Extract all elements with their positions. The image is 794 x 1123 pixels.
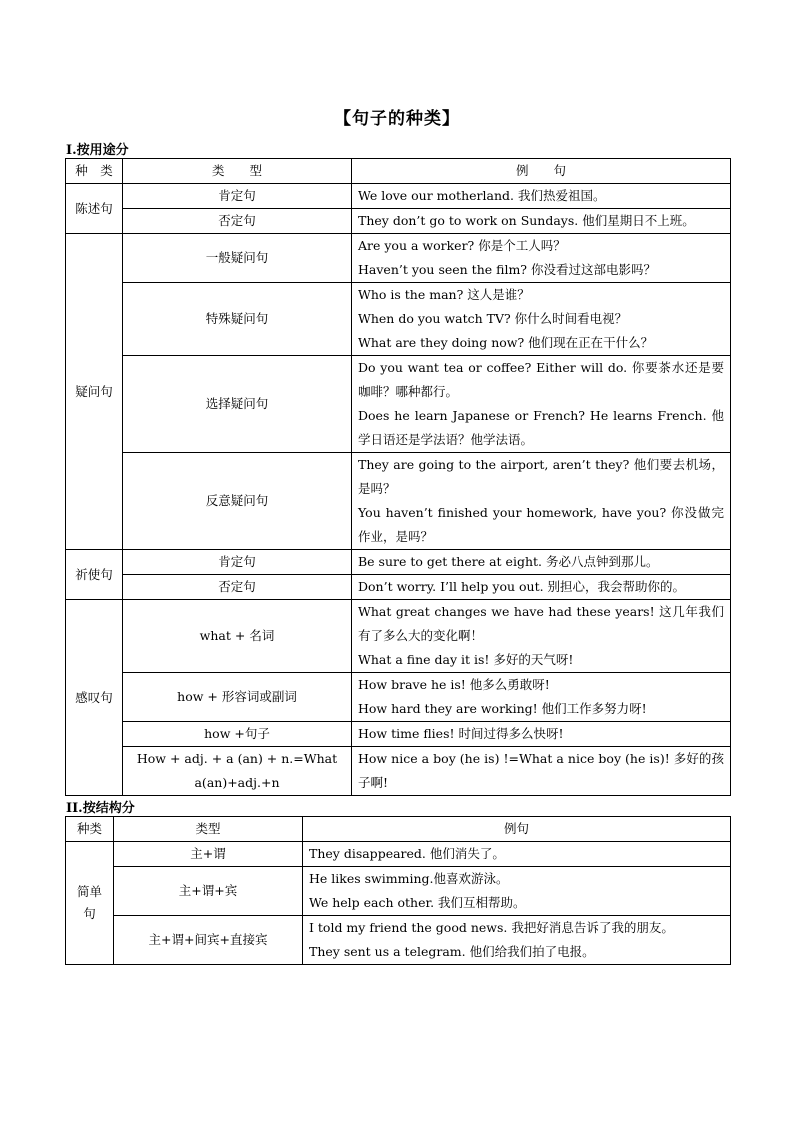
type-cell: how +句子 — [123, 722, 352, 747]
example-line: They disappeared. 他们消失了。 — [309, 846, 505, 861]
header-example: 例句 — [303, 817, 731, 842]
type-cell: 特殊疑问句 — [123, 283, 352, 356]
table-row — [66, 722, 731, 747]
example-line: Who is the man? 这人是谁？ — [358, 287, 530, 302]
category-exclamatory: 感叹句 — [66, 600, 123, 796]
example-line: I told my friend the good news. 我把好消息告诉了我的朋友。 — [309, 920, 674, 935]
type-cell: 反意疑问句 — [123, 453, 352, 550]
sentence-type-by-structure-table — [65, 816, 731, 965]
type-cell: what + 名词 — [123, 600, 352, 673]
type-cell: 肯定句 — [123, 550, 352, 575]
type-cell: how + 形容词或副词 — [123, 673, 352, 722]
table-row — [66, 184, 731, 209]
header-type: 类 型 — [123, 159, 352, 184]
example-cell — [352, 575, 731, 600]
example-line: Don’t worry. I’ll help you out. 别担心，我会帮助你的。 — [358, 579, 686, 594]
example-line: How brave he is! 他多么勇敢呀! — [358, 677, 550, 692]
example-line: We help each other. 我们互相帮助。 — [309, 895, 526, 910]
table-header-row — [66, 817, 731, 842]
table-row — [66, 234, 731, 283]
category-declarative: 陈述句 — [66, 184, 123, 234]
example-line: How nice a boy (he is) !=What a nice boy (he is)! 多好的孩子啊! — [358, 751, 724, 790]
header-type: 类型 — [114, 817, 303, 842]
table-row — [66, 550, 731, 575]
header-category: 种 类 — [66, 159, 123, 184]
example-cell — [352, 453, 731, 550]
example-cell — [352, 673, 731, 722]
section-heading-by-structure: II.按结构分 — [66, 801, 135, 816]
example-line: Haven’t you seen the film? 你没看过这部电影吗？ — [358, 262, 656, 277]
table-header-row — [66, 159, 731, 184]
table-row — [66, 600, 731, 673]
table-row — [66, 283, 731, 356]
example-line: They don’t go to work on Sundays. 他们星期日不上班。 — [358, 213, 695, 228]
example-line: They sent us a telegram. 他们给我们拍了电报。 — [309, 944, 595, 959]
example-line: What are they doing now? 他们现在正在干什么？ — [358, 335, 654, 350]
table-row — [66, 575, 731, 600]
example-cell — [303, 842, 731, 867]
example-line: What great changes we have had these years! 这几年我们有了多么大的变化啊！ — [358, 604, 724, 643]
section-heading-by-use: I.按用途分 — [66, 143, 129, 158]
example-cell — [352, 283, 731, 356]
table-row — [66, 916, 731, 965]
example-line: When do you watch TV? 你什么时间看电视？ — [358, 311, 628, 326]
table-row — [66, 673, 731, 722]
example-cell — [352, 722, 731, 747]
example-line: He likes swimming.他喜欢游泳。 — [309, 871, 509, 886]
example-line: You haven’t finished your homework, have you? 你没做完作业，是吗？ — [358, 505, 724, 544]
table-row — [66, 356, 731, 453]
example-line: What a fine day it is! 多好的天气呀! — [358, 652, 574, 667]
table-row — [66, 209, 731, 234]
example-cell — [352, 747, 731, 796]
table-row — [66, 453, 731, 550]
example-line: How hard they are working! 他们工作多努力呀! — [358, 701, 647, 716]
category-simple-sentence: 简单句 — [66, 842, 114, 965]
example-line: How time flies! 时间过得多么快呀! — [358, 726, 564, 741]
type-cell: 主+谓 — [114, 842, 303, 867]
sentence-type-by-use-table — [65, 158, 731, 796]
example-line: We love our motherland. 我们热爱祖国。 — [358, 188, 606, 203]
example-cell — [352, 600, 731, 673]
table-row — [66, 867, 731, 916]
page-title: 【句子的种类】 — [334, 109, 460, 129]
category-interrogative: 疑问句 — [66, 234, 123, 550]
table-row — [66, 842, 731, 867]
header-category: 种类 — [66, 817, 114, 842]
example-cell — [352, 356, 731, 453]
example-cell — [352, 550, 731, 575]
example-cell — [303, 867, 731, 916]
example-cell — [352, 209, 731, 234]
type-cell: 选择疑问句 — [123, 356, 352, 453]
type-cell: 主+谓+宾 — [114, 867, 303, 916]
example-line: Be sure to get there at eight. 务必八点钟到那儿。 — [358, 554, 659, 569]
type-cell: 否定句 — [123, 575, 352, 600]
example-cell — [352, 234, 731, 283]
example-line: Does he learn Japanese or French? He learns French. 他学日语还是学法语？他学法语。 — [358, 408, 724, 447]
example-cell — [303, 916, 731, 965]
example-line: They are going to the airport, aren’t they? 他们要去机场，是吗？ — [358, 457, 724, 496]
type-cell: 肯定句 — [123, 184, 352, 209]
type-cell: How + adj. + a (an) + n.=What a(an)+adj.+n — [123, 747, 352, 796]
type-cell: 否定句 — [123, 209, 352, 234]
example-line: Are you a worker? 你是个工人吗？ — [358, 238, 566, 253]
table-row — [66, 747, 731, 796]
type-cell: 主+谓+间宾+直接宾 — [114, 916, 303, 965]
header-example: 例 句 — [352, 159, 731, 184]
example-line: Do you want tea or coffee? Either will do. 你要茶水还是要咖啡？哪种都行。 — [358, 360, 724, 399]
type-cell: 一般疑问句 — [123, 234, 352, 283]
category-imperative: 祈使句 — [66, 550, 123, 600]
example-cell — [352, 184, 731, 209]
